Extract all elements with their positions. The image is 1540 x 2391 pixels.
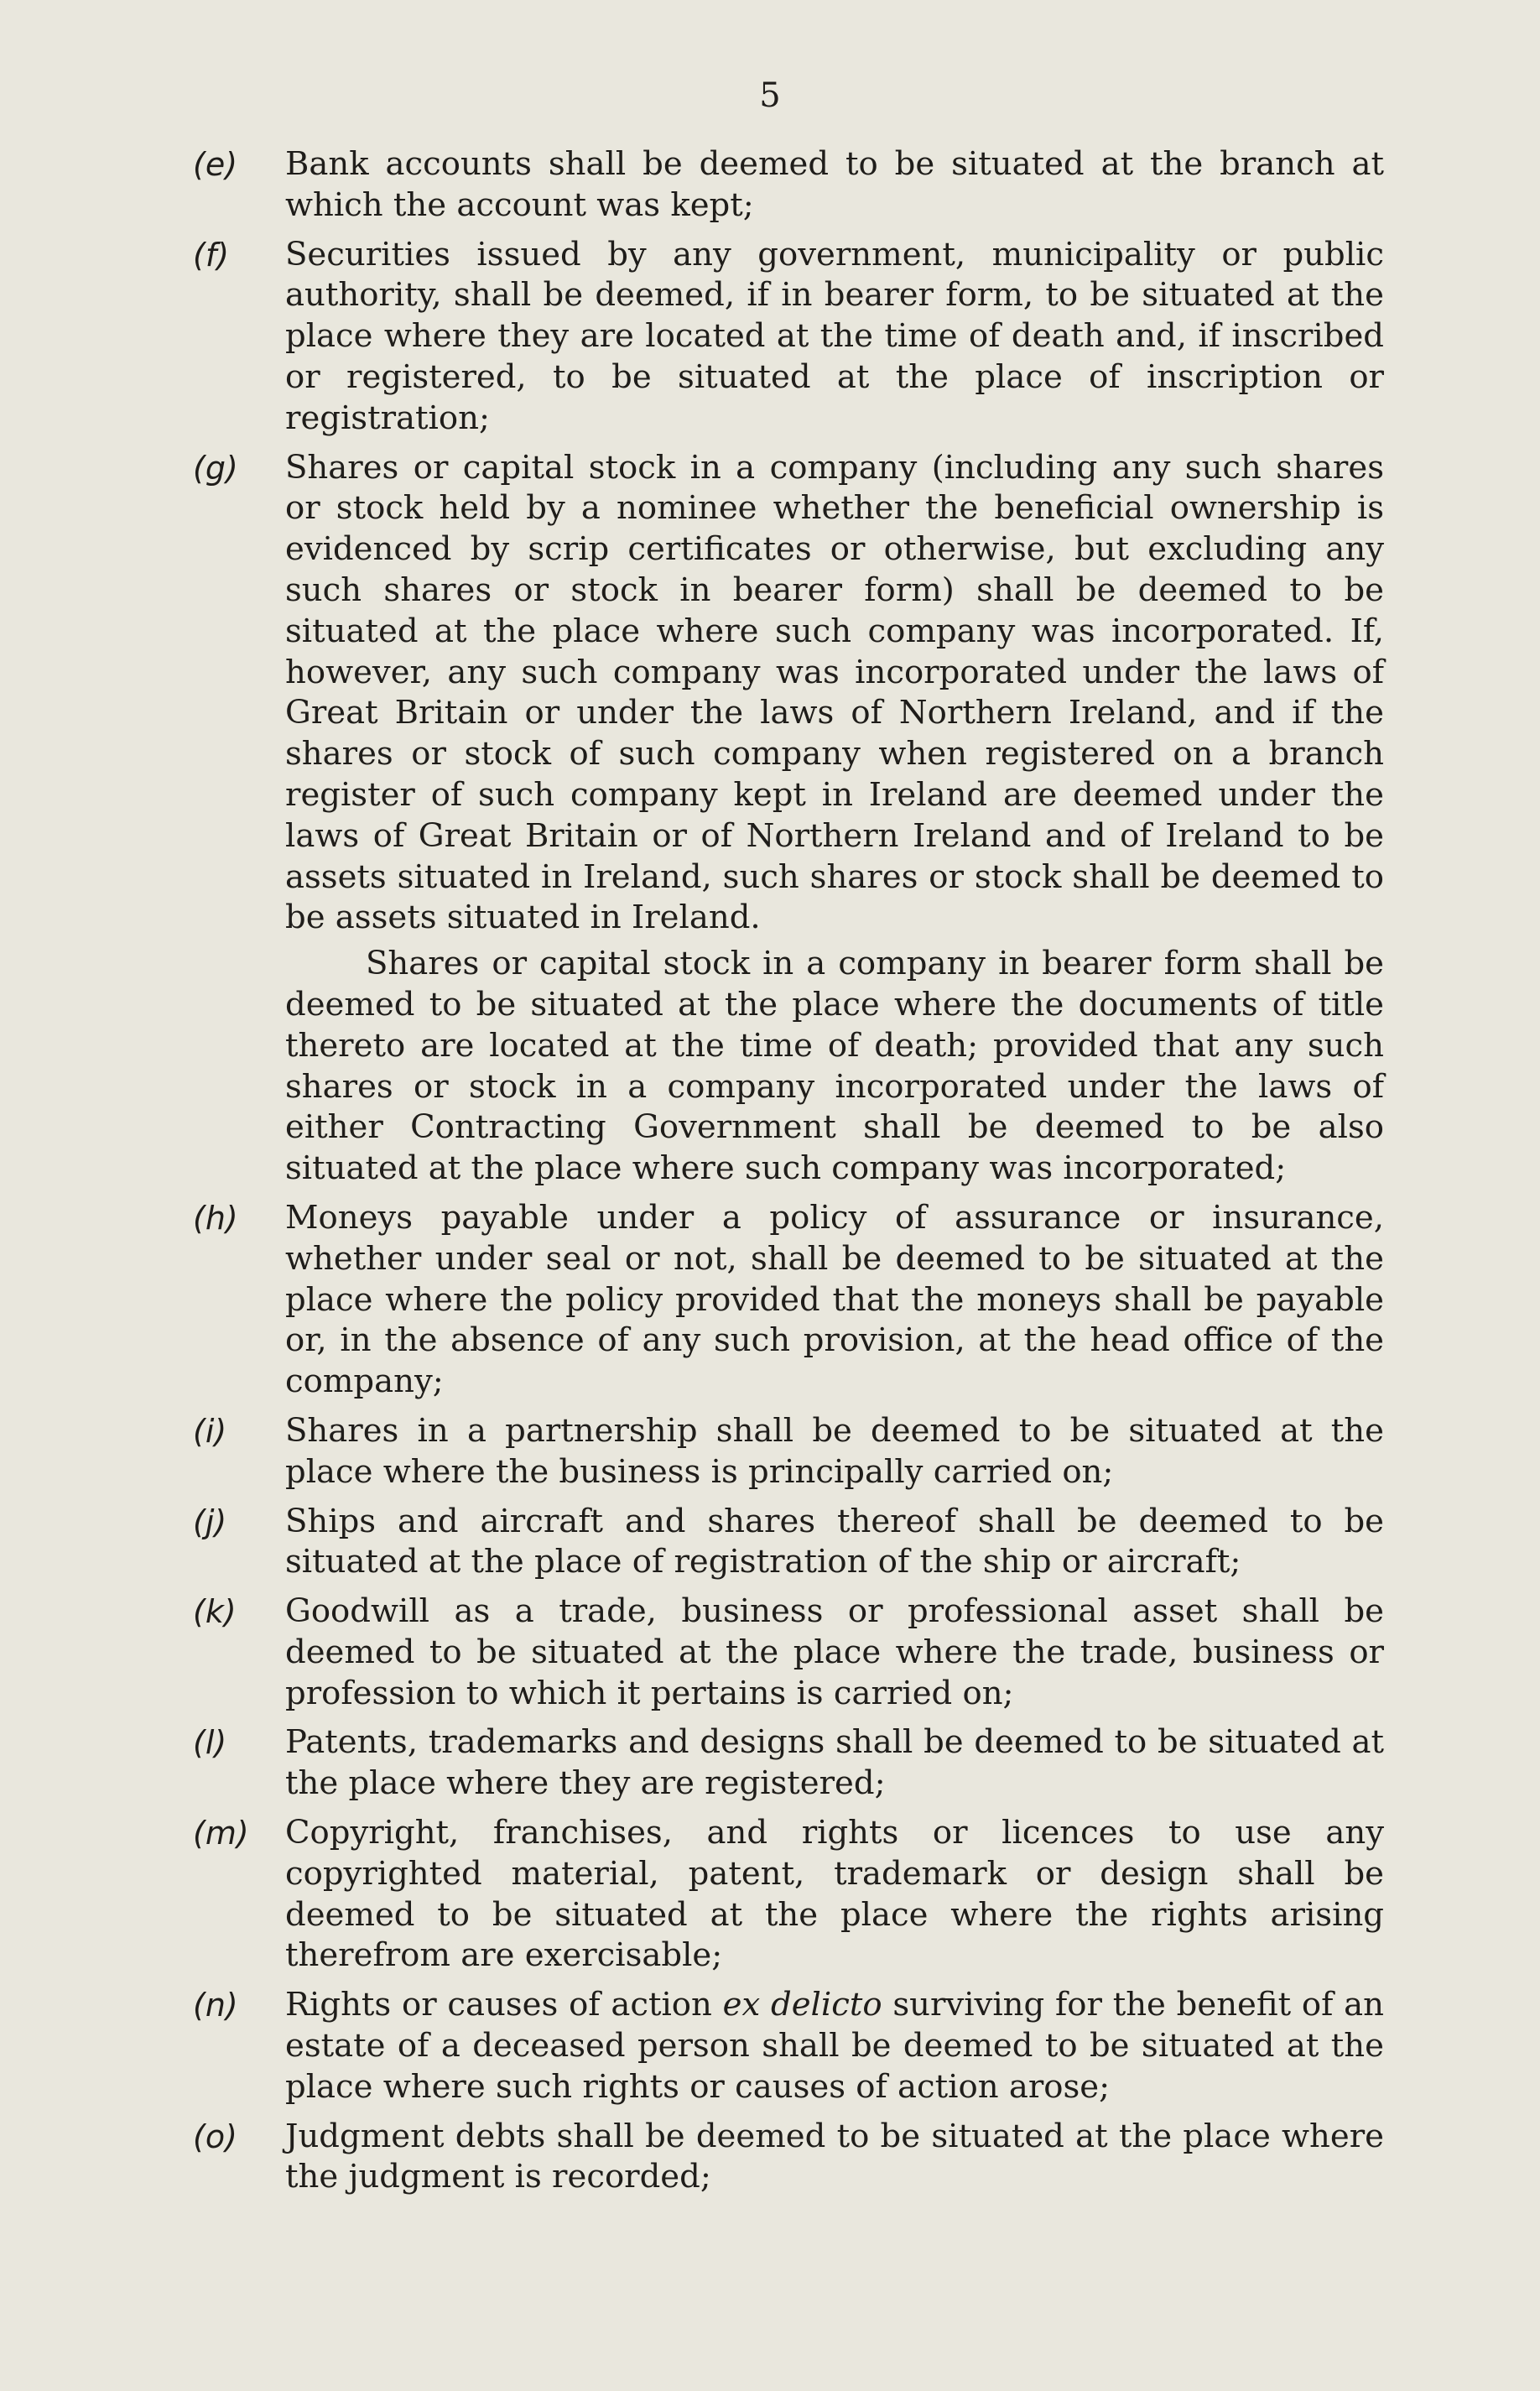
clause-f [193,235,1384,440]
clause-marker: (j) [193,1503,227,1540]
clause-text-after: surviving for the benefit of an estate of a deceased person shall be deemed to be situated at the place where such rights or causes of action arose; [285,1986,1384,2106]
clause-text: Securities issued by any government, municipality or public authority, shall be deemed, if in bearer form, to be situated at the place where they are located at the time of death and, if inscribed or registered, to be situated at the place of inscription or registration; [285,235,1384,437]
clause-text: Moneys payable under a policy of assurance or insurance, whether under seal or not, shall be deemed to be situated at the place where the policy provided that the moneys shall be payable or, in the absence of any such provision, at the head office of the company; [285,1198,1384,1401]
clause-marker: (e) [193,146,238,183]
clause-marker: (l) [193,1724,227,1762]
clause-text: Judgment debts shall be deemed to be situated at the place where the judgment is recorded; [285,2117,1384,2196]
clause-text: Ships and aircraft and shares thereof shall be deemed to be situated at the place of registration of the ship or aircraft; [285,1502,1384,1581]
clause-marker: (n) [193,1987,238,2024]
clause-text: Shares or capital stock in a company (including any such shares or stock held by a nominee whether the beneficial ownership is evidenced by scrip certificates or otherwise, but excluding any such shares or stock in bearer form) shall be deemed to be situated at the place where such company was incorporated. If, however, any such company was incorporated under the laws of Great Britain or under the laws of Northern Ireland, and if the shares or stock of such company when registered on a branch register of such company kept in Ireland are deemed under the laws of Great Britain or of Northern Ireland and of Ireland to be assets situated in Ireland, such shares or stock shall be deemed to be assets situated in Ireland. [285,448,1384,937]
clause-text: Shares in a partnership shall be deemed to be situated at the place where the business is principally carried on; [285,1411,1384,1491]
clause-m [193,1813,1384,1977]
clause-marker: (h) [193,1199,238,1237]
clause-marker: (g) [193,449,238,487]
clause-marker: (m) [193,1815,249,1852]
clause-i [193,1411,1384,1493]
clause-g [193,448,1384,940]
clause-e [193,144,1384,227]
clause-marker: (f) [193,236,230,273]
clause-n [193,1985,1384,2107]
clause-marker: (o) [193,2118,237,2155]
clause-marker: (i) [193,1412,227,1450]
clause-j [193,1502,1384,1584]
clause-text: Bank accounts shall be deemed to be situated at the branch at which the account was kept; [285,145,1384,224]
clause-text-italic: ex delicto [722,1986,882,2024]
clause-marker: (k) [193,1593,237,1631]
page-number: 5 [759,76,781,115]
clause-l [193,1722,1384,1805]
clause-text: Goodwill as a trade, business or professional asset shall be deemed to be situated at the place where the trade, business or profession to which it pertains is carried on; [285,1592,1384,1712]
clause-g-continuation: Shares or capital stock in a company in bearer form shall be deemed to be situated at the place where the documents of title thereto are located at the time of death; provided that any such shares or stock in a company incorporated under the laws of either Contracting Government shall be deemed to be also situated at the place where such company was incorporated; [285,945,1384,1188]
clause-text: Patents, trademarks and designs shall be deemed to be situated at the place where they are registered; [285,1723,1384,1803]
document-body [193,144,1384,2206]
clause-text-before: Rights or causes of action [285,1986,723,2024]
clause-h [193,1198,1384,1403]
clause-k [193,1591,1384,1714]
clause-o [193,2117,1384,2199]
clause-text: Copyright, franchises, and rights or licences to use any copyrighted material, patent, trademark or design shall be deemed to be situated at the place where the rights arising therefrom are exercisable; [285,1814,1384,1975]
